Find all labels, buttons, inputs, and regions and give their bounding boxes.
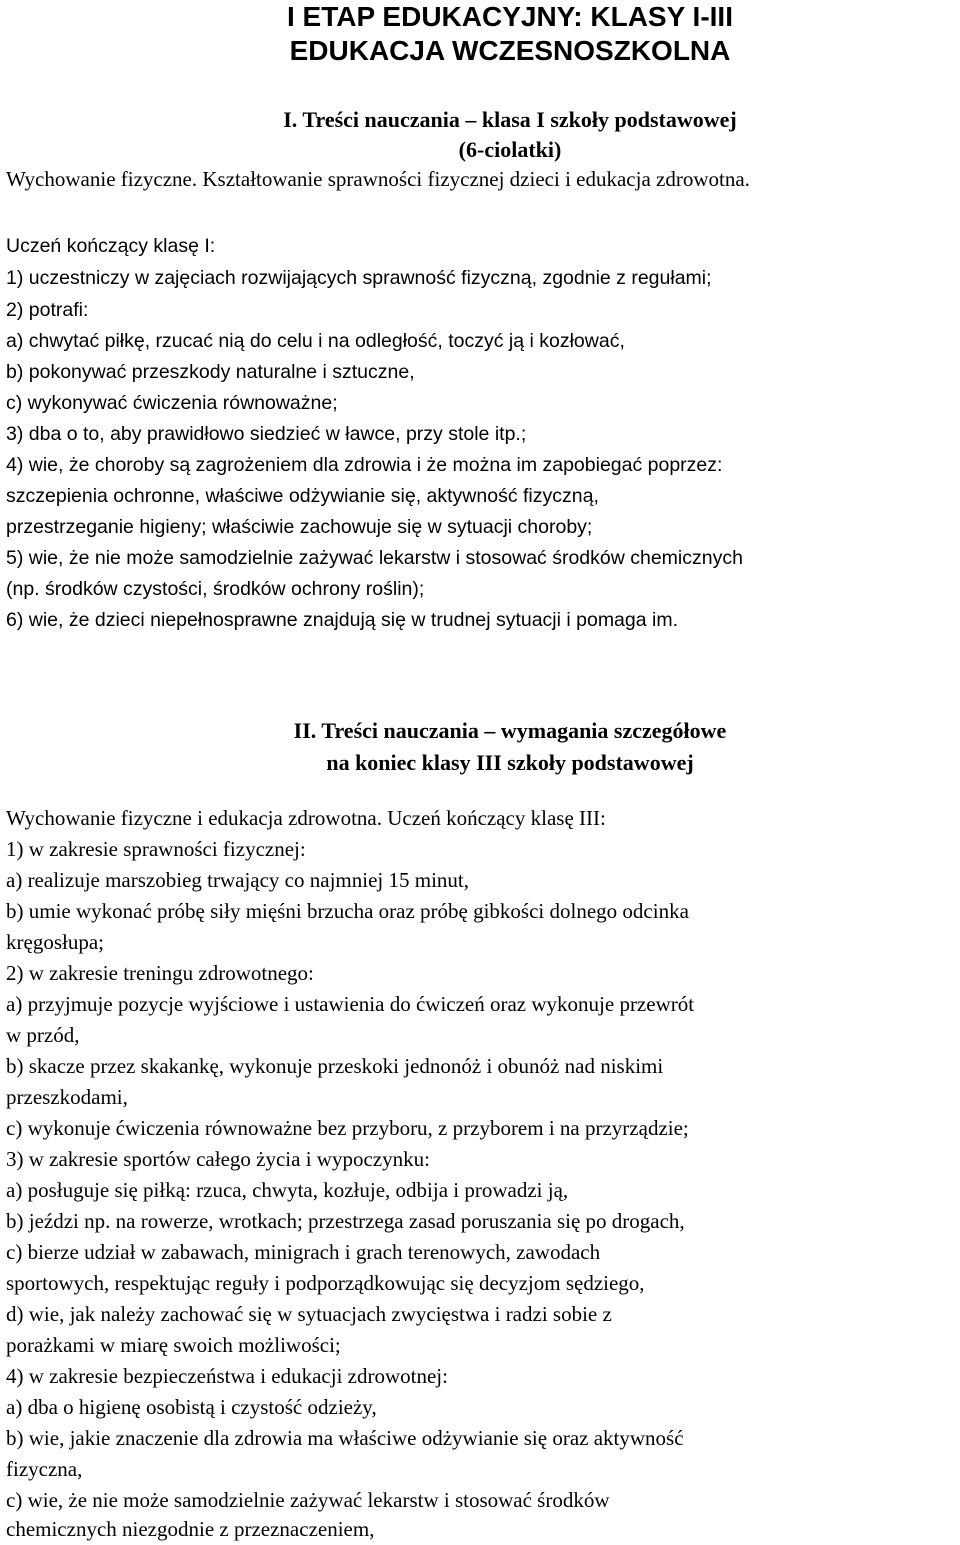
section-2-line: b) jeździ np. na rowerze, wrotkach; przestrzega zasad poruszania się po drogach, xyxy=(6,1209,685,1233)
section-2-line: a) posługuje się piłką: rzuca, chwyta, kozłuje, odbija i prowadzi ją, xyxy=(6,1178,569,1202)
section-2-line: 1) w zakresie sprawności fizycznej: xyxy=(6,837,306,861)
section-2-line: Wychowanie fizyczne i edukacja zdrowotna. Uczeń kończący klasę III: xyxy=(6,806,606,830)
section-2-line: kręgosłupa; xyxy=(6,930,104,954)
section-1-line: c) wykonywać ćwiczenia równoważne; xyxy=(6,392,338,414)
section-2-line: a) przyjmuje pozycje wyjściowe i ustawienia do ćwiczeń oraz wykonuje przewrót xyxy=(6,992,695,1016)
section-1-line: przestrzeganie higieny; właściwie zachowuje się w sytuacji choroby; xyxy=(6,516,593,538)
section-1-line: 5) wie, że nie może samodzielnie zażywać lekarstw i stosować środków chemicznych xyxy=(6,547,743,569)
section-2-line: b) wie, jakie znaczenie dla zdrowia ma właściwe odżywianie się oraz aktywność xyxy=(6,1426,684,1450)
section-2-line: a) realizuje marszobieg trwający co najmniej 15 minut, xyxy=(6,868,469,892)
section-1-line: 1) uczestniczy w zajęciach rozwijających sprawność fizyczną, zgodnie z regułami; xyxy=(6,267,712,289)
section-2-line: przeszkodami, xyxy=(6,1085,128,1109)
section-2-line: c) wykonuje ćwiczenia równoważne bez przyboru, z przyborem i na przyrządzie; xyxy=(6,1116,689,1140)
section-2-line: b) umie wykonać próbę siły mięśni brzucha oraz próbę gibkości dolnego odcinka xyxy=(6,899,689,923)
section-1-intro: Wychowanie fizyczne. Kształtowanie sprawności fizycznej dzieci i edukacja zdrowotna. xyxy=(6,167,750,191)
section-2-line: c) bierze udział w zabawach, minigrach i grach terenowych, zawodach xyxy=(6,1240,601,1264)
section-1-line: Uczeń kończący klasę I: xyxy=(6,235,216,257)
section-1-line: a) chwytać piłkę, rzucać nią do celu i na odległość, toczyć ją i kozłować, xyxy=(6,330,625,352)
section-1-line: b) pokonywać przeszkody naturalne i sztuczne, xyxy=(6,361,415,383)
section-2-line: 2) w zakresie treningu zdrowotnego: xyxy=(6,961,314,985)
section-2-line: sportowych, respektując reguły i podporządkowując się decyzjom sędziego, xyxy=(6,1271,645,1295)
section-2-line: fizyczna, xyxy=(6,1457,83,1481)
section-1-line: 6) wie, że dzieci niepełnosprawne znajdują się w trudnej sytuacji i pomaga im. xyxy=(6,609,679,631)
section-1-line: 4) wie, że choroby są zagrożeniem dla zdrowia i że można im zapobiegać poprzez: xyxy=(6,454,723,476)
section-2-subheading: na koniec klasy III szkoły podstawowej xyxy=(326,750,694,775)
section-1-line: 2) potrafi: xyxy=(6,299,89,321)
section-2-heading: II. Treści nauczania – wymagania szczegółowe xyxy=(293,718,727,743)
section-1-line: (np. środków czystości, środków ochrony roślin); xyxy=(6,578,425,600)
section-1-line: 3) dba o to, aby prawidłowo siedzieć w ławce, przy stole itp.; xyxy=(6,423,527,445)
section-2-line: 3) w zakresie sportów całego życia i wypoczynku: xyxy=(6,1147,430,1171)
section-2-line: chemicznych niezgodnie z przeznaczeniem, xyxy=(6,1517,375,1541)
section-1-heading: I. Treści nauczania – klasa I szkoły podstawowej xyxy=(283,107,737,132)
section-1-line: szczepienia ochronne, właściwe odżywianie się, aktywność fizyczną, xyxy=(6,485,599,507)
section-2-line: d) wie, jak należy zachować się w sytuacjach zwycięstwa i radzi sobie z xyxy=(6,1302,612,1326)
section-2-line: w przód, xyxy=(6,1023,80,1047)
section-2-line: 4) w zakresie bezpieczeństwa i edukacji zdrowotnej: xyxy=(6,1364,448,1388)
section-1-subheading: (6-ciolatki) xyxy=(458,137,562,162)
section-2-line: porażkami w miarę swoich możliwości; xyxy=(6,1333,341,1357)
document-title-line-2: EDUKACJA WCZESNOSZKOLNA xyxy=(289,35,731,66)
section-2-line: a) dba o higienę osobistą i czystość odzieży, xyxy=(6,1395,377,1419)
section-2-line: b) skacze przez skakankę, wykonuje przeskoki jednonóż i obunóż nad niskimi xyxy=(6,1054,664,1078)
section-2-line: c) wie, że nie może samodzielnie zażywać lekarstw i stosować środków xyxy=(6,1488,610,1512)
document-title-line-1: I ETAP EDUKACYJNY: KLASY I-III xyxy=(287,1,733,32)
